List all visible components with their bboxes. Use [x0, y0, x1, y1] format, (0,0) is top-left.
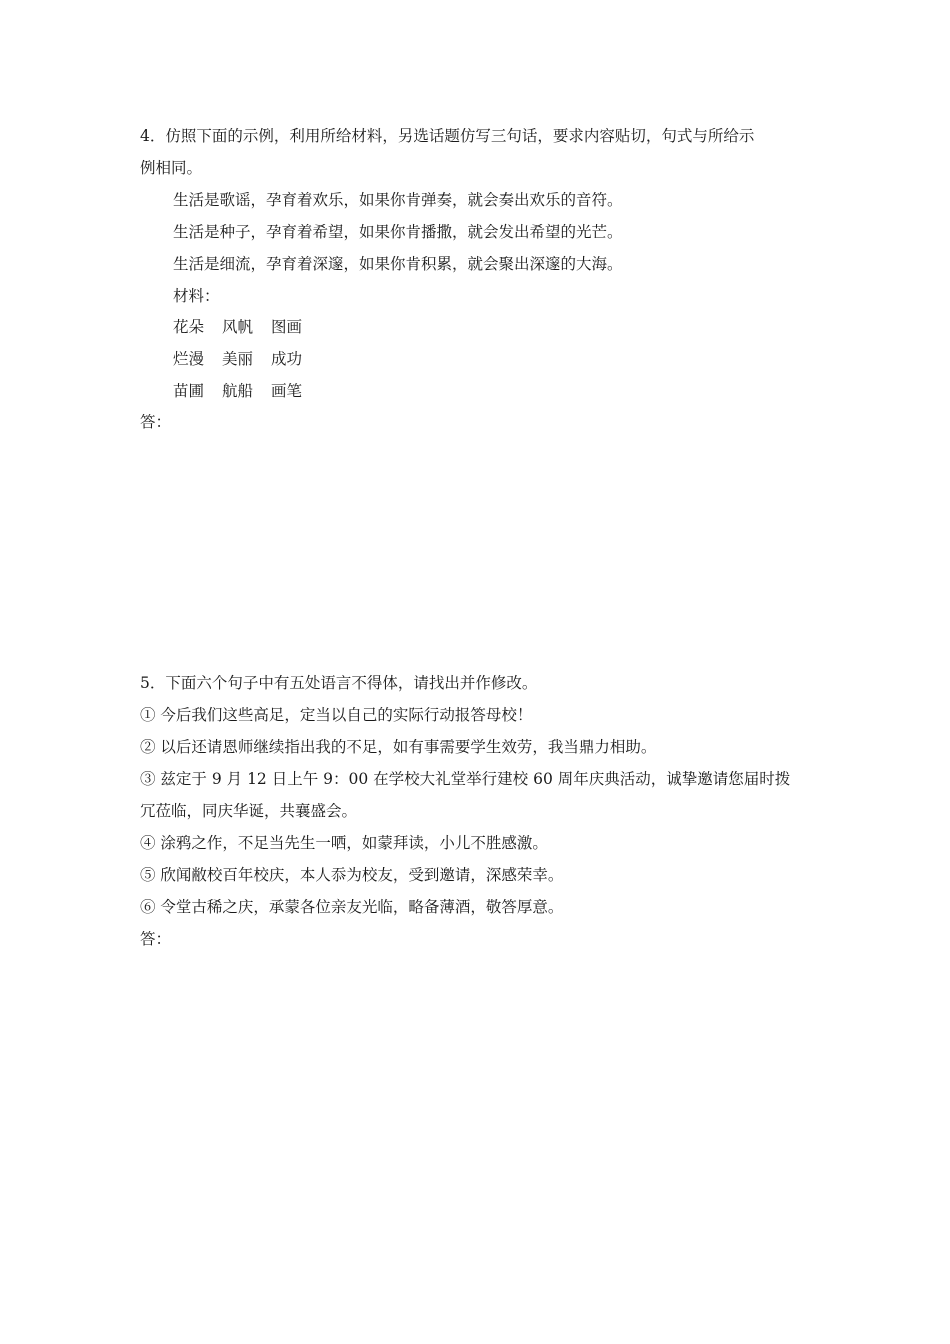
q4-material-row-1: [173, 317, 302, 337]
q4-example-1: 生活是歌谣，孕育着欢乐，如果你肯弹奏，就会奏出欢乐的音符。: [173, 191, 623, 209]
q4-answer-label: 答：: [140, 413, 172, 431]
q5-item-2: ② 以后还请恩师继续指出我的不足，如有事需要学生效劳，我当鼎力相助。: [140, 738, 657, 756]
material-word: 成功: [271, 350, 303, 368]
q4-material-row-3: [173, 381, 302, 401]
q5-prompt: 5．下面六个句子中有五处语言不得体，请找出并作修改。: [140, 674, 538, 692]
material-word: 画笔: [271, 382, 303, 400]
q5-answer-label: 答：: [140, 930, 172, 948]
q4-example-2: 生活是种子，孕育着希望，如果你肯播撒，就会发出希望的光芒。: [173, 223, 623, 241]
material-word: 烂漫: [173, 350, 205, 368]
q4-prompt-line1: 4．仿照下面的示例，利用所给材料，另选话题仿写三句话，要求内容贴切，句式与所给示: [140, 127, 755, 145]
q4-prompt-line2: 例相同。: [140, 159, 203, 177]
material-word: 苗圃: [173, 382, 205, 400]
q5-item-1: ① 今后我们这些高足，定当以自己的实际行动报答母校！: [140, 706, 533, 724]
material-word: 图画: [271, 318, 303, 336]
q5-item-4: ④ 涂鸦之作，不足当先生一哂，如蒙拜读，小儿不胜感激。: [140, 834, 548, 852]
q4-material-row-2: [173, 349, 302, 369]
q5-item-6: ⑥ 令堂古稀之庆，承蒙各位亲友光临，略备薄酒，敬答厚意。: [140, 898, 564, 916]
q4-materials-label: 材料：: [173, 287, 220, 305]
q5-item-3-cont: 冗莅临，同庆华诞，共襄盛会。: [140, 802, 358, 820]
q5-item-5: ⑤ 欣闻敝校百年校庆，本人忝为校友，受到邀请，深感荣幸。: [140, 866, 564, 884]
material-word: 航船: [222, 382, 254, 400]
material-word: 花朵: [173, 318, 205, 336]
material-word: 风帆: [222, 318, 254, 336]
material-word: 美丽: [222, 350, 254, 368]
q5-item-3: ③ 兹定于 9 月 12 日上午 9：00 在学校大礼堂举行建校 60 周年庆典活动，诚挚邀请您届时拨: [140, 770, 791, 788]
q4-example-3: 生活是细流，孕育着深邃，如果你肯积累，就会聚出深邃的大海。: [173, 255, 623, 273]
